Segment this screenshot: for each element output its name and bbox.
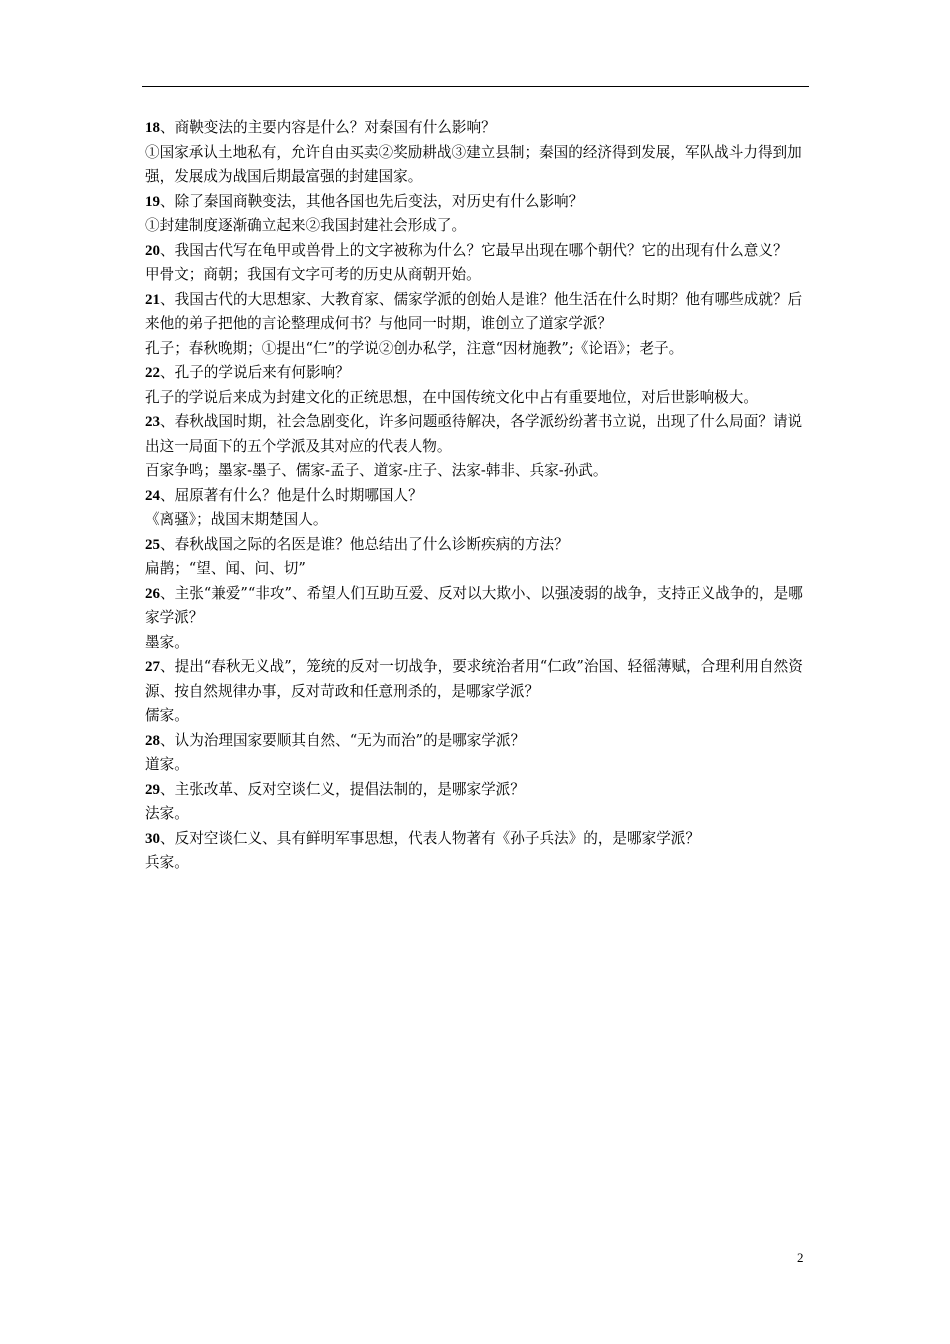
answer: 兵家。 xyxy=(145,854,189,871)
question-number: 25 xyxy=(145,536,160,553)
question-number: 19 xyxy=(145,193,160,210)
question xyxy=(145,116,810,141)
answer: 墨家。 xyxy=(145,633,189,651)
qa-item-20 xyxy=(145,239,810,288)
qa-item-26 xyxy=(145,582,810,656)
question-text: 、商鞅变法的主要内容是什么？对秦国有什么影响？ xyxy=(160,119,496,136)
question-text: 、孔子的学说后来有何影响？ xyxy=(160,364,350,381)
question-number: 20 xyxy=(145,242,160,259)
question xyxy=(145,190,810,215)
answer: 道家。 xyxy=(145,756,189,773)
answer: ①国家承认土地私有，允许自由买卖②奖励耕战③建立县制；秦国的经济得到发展，军队战斗力得到加强，发展成为战国后期最富强的封建国家。 xyxy=(145,143,802,185)
question-number: 26 xyxy=(145,585,160,602)
question-text: 、主张改革、反对空谈仁义，提倡法制的，是哪家学派？ xyxy=(160,780,525,798)
qa-item-27 xyxy=(145,655,810,729)
question xyxy=(145,827,810,852)
qa-item-21 xyxy=(145,288,810,362)
answer: 孔子的学说后来成为封建文化的正统思想，在中国传统文化中占有重要地位，对后世影响极大。 xyxy=(145,388,758,406)
question-text: 、春秋战国之际的名医是谁？他总结出了什么诊断疾病的方法？ xyxy=(160,535,569,553)
question-number: 24 xyxy=(145,487,160,504)
qa-item-18 xyxy=(145,116,810,190)
question xyxy=(145,655,810,704)
question xyxy=(145,239,810,264)
question-text: 、除了秦国商鞅变法，其他各国也先后变法，对历史有什么影响？ xyxy=(160,192,584,210)
answer: 甲骨文；商朝；我国有文字可考的历史从商朝开始。 xyxy=(145,266,481,283)
question xyxy=(145,729,810,754)
question-text: 、反对空谈仁义、具有鲜明军事思想，代表人物著有《孙子兵法》的，是哪家学派？ xyxy=(160,829,700,847)
question xyxy=(145,361,810,386)
answer: ①封建制度逐渐确立起来②我国封建社会形成了。 xyxy=(145,217,467,234)
qa-item-24 xyxy=(145,484,810,533)
question xyxy=(145,778,810,803)
answer: 《离骚》；战国末期楚国人。 xyxy=(145,511,328,528)
answer: 法家。 xyxy=(145,805,189,822)
question-number: 21 xyxy=(145,291,160,308)
answer: 扁鹊；“望、闻、问、切” xyxy=(145,560,306,577)
question-text: 、我国古代的大思想家、大教育家、儒家学派的创始人是谁？他生活在什么时期？他有哪些成就？后来他的弟子把他的言论整理成何书？与他同一时期，谁创立了道家学派？ xyxy=(145,290,803,332)
qa-item-19 xyxy=(145,190,810,239)
question xyxy=(145,410,810,459)
question xyxy=(145,484,810,509)
question-number: 28 xyxy=(145,732,160,749)
answer: 孔子；春秋晚期；①提出“仁”的学说②创办私学，注意“因材施教”;《论语》；老子。 xyxy=(145,339,684,357)
document-body xyxy=(145,116,810,876)
question-number: 18 xyxy=(145,120,160,136)
qa-item-22 xyxy=(145,361,810,410)
question-text: 、主张“兼爱”“非攻”、希望人们互助互爱、反对以大欺小、以强凌弱的战争，支持正义战争的，是哪家学派？ xyxy=(145,584,803,626)
question-number: 23 xyxy=(145,414,160,430)
question-text: 、我国古代写在龟甲或兽骨上的文字被称为什么？它最早出现在哪个朝代？它的出现有什么意义？ xyxy=(160,241,788,259)
header-rule xyxy=(142,86,809,87)
question-number: 27 xyxy=(145,659,160,675)
qa-item-30 xyxy=(145,827,810,876)
question-number: 30 xyxy=(145,830,160,847)
question-number: 22 xyxy=(145,365,160,381)
question xyxy=(145,582,810,631)
page-number: 2 xyxy=(797,1250,804,1265)
qa-item-28 xyxy=(145,729,810,778)
question-number: 29 xyxy=(145,781,160,798)
question xyxy=(145,533,810,558)
answer: 百家争鸣；墨家-墨子、儒家-孟子、道家-庄子、法家-韩非、兵家-孙武。 xyxy=(145,462,608,479)
question-text: 、提出“春秋无义战”，笼统的反对一切战争，要求统治者用“仁政”治国、轻徭薄赋，合理利用自然资源、按自然规律办事，反对苛政和任意刑杀的，是哪家学派？ xyxy=(145,658,803,700)
answer: 儒家。 xyxy=(145,707,189,724)
question-text: 、认为治理国家要顺其自然、“无为而治”的是哪家学派？ xyxy=(160,731,526,749)
question-text: 、屈原著有什么？他是什么时期哪国人？ xyxy=(160,486,423,504)
qa-item-29 xyxy=(145,778,810,827)
question-text: 、春秋战国时期，社会急剧变化，许多问题亟待解决，各学派纷纷著书立说，出现了什么局面？请说出这一局面下的五个学派及其对应的代表人物。 xyxy=(145,413,803,455)
question xyxy=(145,288,810,337)
qa-item-25 xyxy=(145,533,810,582)
qa-item-23 xyxy=(145,410,810,484)
